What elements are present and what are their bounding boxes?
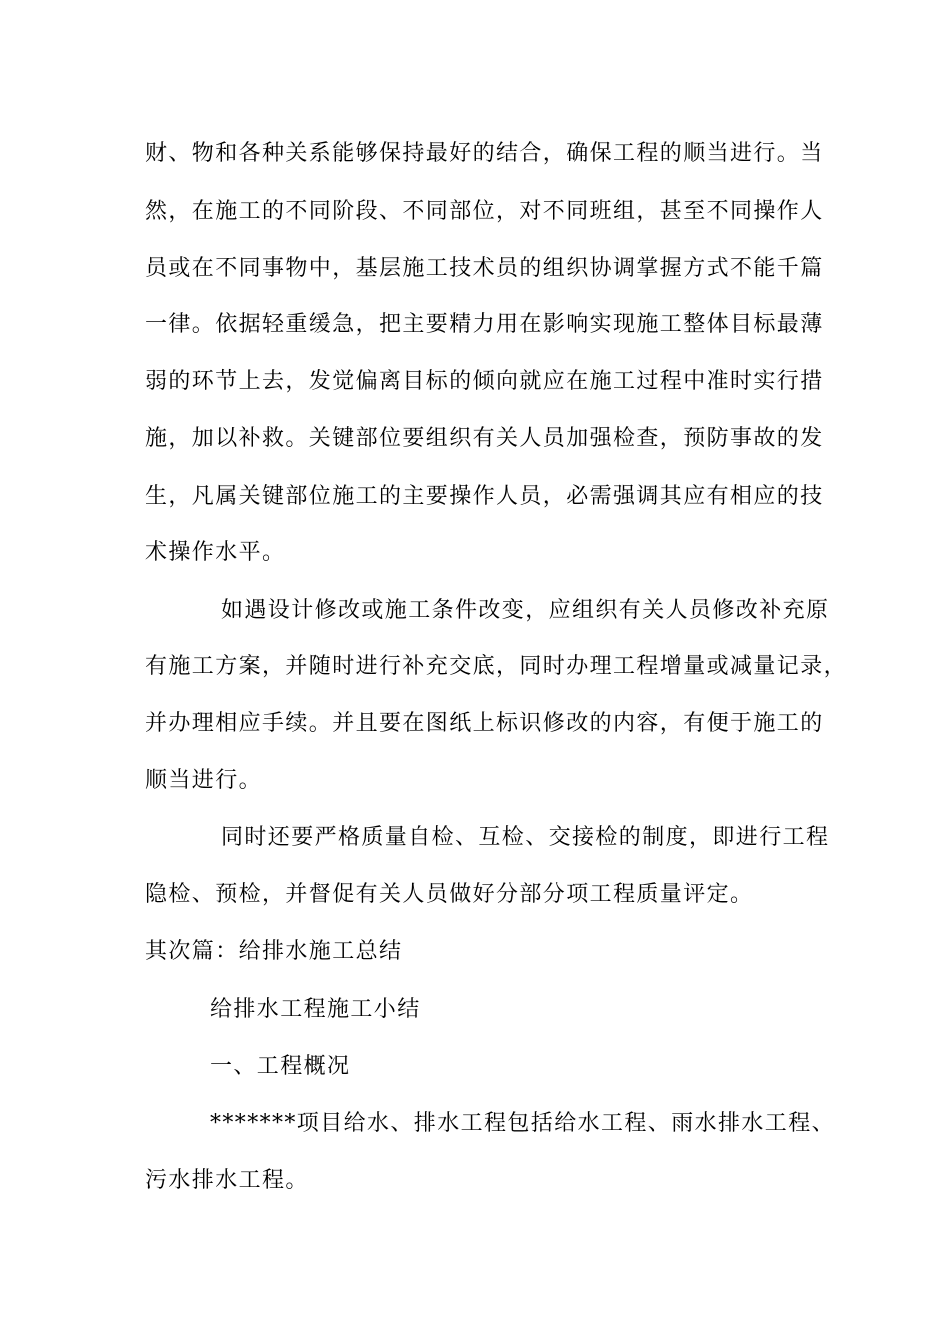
paragraph-1-line-4: 一律。依据轻重缓急，把主要精力用在影响实现施工整体目标最薄 <box>145 312 824 337</box>
paragraph-1-line-5: 弱的环节上去，发觉偏离目标的倾向就应在施工过程中准时实行措 <box>145 369 824 394</box>
paragraph-1-line-3: 员或在不同事物中，基层施工技术员的组织协调掌握方式不能千篇 <box>145 256 824 281</box>
paragraph-1-line-7: 生，凡属关键部位施工的主要操作人员，必需强调其应有相应的技 <box>145 484 824 509</box>
paragraph-2-line-1: 如遇设计修改或施工条件改变，应组织有关人员修改补充原 <box>221 598 830 623</box>
paragraph-4-line-2: 污水排水工程。 <box>145 1168 309 1193</box>
paragraph-2-line-3: 并办理相应手续。并且要在图纸上标识修改的内容，有便于施工的 <box>145 711 824 736</box>
paragraph-3-line-2: 隐检、预检，并督促有关人员做好分部分项工程质量评定。 <box>145 882 754 907</box>
document-subtitle: 给排水工程施工小结 <box>210 997 421 1022</box>
paragraph-1-line-6: 施，加以补救。关键部位要组织有关人员加强检查，预防事故的发 <box>145 426 824 451</box>
paragraph-1-line-2: 然，在施工的不同阶段、不同部位，对不同班组，甚至不同操作人 <box>145 199 824 224</box>
paragraph-2-line-4: 顺当进行。 <box>145 768 263 793</box>
paragraph-1-line-8: 术操作水平。 <box>145 540 286 565</box>
section-heading: 其次篇：给排水施工总结 <box>145 939 403 964</box>
paragraph-3-line-1: 同时还要严格质量自检、互检、交接检的制度，即进行工程 <box>221 825 830 850</box>
paragraph-1-line-1: 财、物和各种关系能够保持最好的结合，确保工程的顺当进行。当 <box>145 141 824 166</box>
heading-project-overview: 一、工程概况 <box>210 1054 351 1079</box>
paragraph-2-line-2: 有施工方案，并随时进行补充交底，同时办理工程增量或减量记录， <box>145 654 848 679</box>
paragraph-4-line-1: *******项目给水、排水工程包括给水工程、雨水排水工程、 <box>210 1111 836 1136</box>
